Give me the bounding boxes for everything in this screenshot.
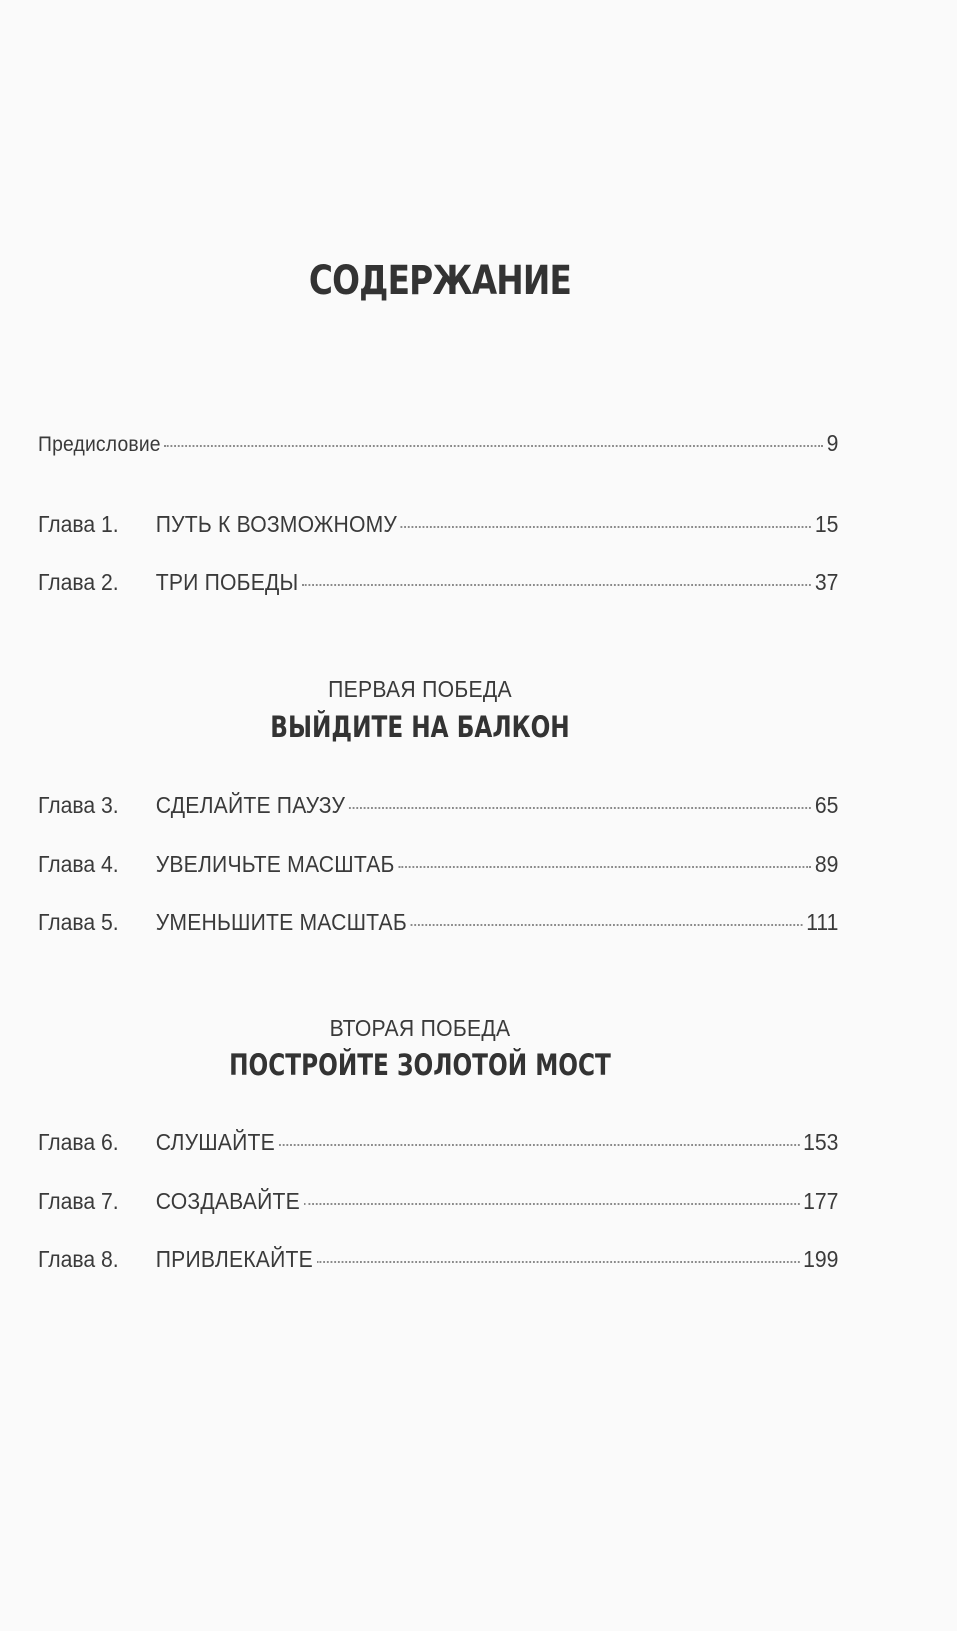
toc-entry-title: Предисловие [38, 433, 161, 456]
toc-page-number: 177 [803, 1188, 839, 1214]
chapter-title: УВЕЛИЧЬТЕ МАСШТАБ [155, 851, 395, 877]
chapter-title: СДЕЛАЙТЕ ПАУЗУ [155, 792, 346, 818]
dot-leader [302, 584, 811, 586]
dot-leader [349, 807, 811, 809]
toc-entry[interactable] [38, 792, 838, 819]
toc-page-number: 9 [826, 430, 839, 456]
dot-leader [317, 1261, 800, 1263]
toc-entry[interactable] [38, 511, 838, 538]
chapter-title: СОЗДАВАЙТЕ [155, 1188, 300, 1214]
chapter-number: Глава 4. [38, 851, 119, 877]
part-title: ВЫЙДИТЕ НА БАЛКОН [270, 710, 570, 744]
chapter-number: Глава 5. [38, 909, 119, 935]
dot-leader [279, 1144, 800, 1146]
chapter-title: ПРИВЛЕКАЙТЕ [155, 1246, 313, 1272]
dot-leader [411, 924, 803, 926]
dot-leader [401, 526, 811, 528]
toc-page-number: 153 [803, 1129, 839, 1155]
toc-page-number: 65 [814, 792, 839, 818]
toc-entry[interactable] [38, 1188, 838, 1215]
toc-page-number: 89 [814, 851, 839, 877]
chapter-number: Глава 6. [38, 1129, 119, 1155]
toc-entry[interactable] [38, 909, 838, 936]
page-title: СОДЕРЖАНИЕ [308, 258, 572, 304]
toc-entry[interactable] [38, 1129, 838, 1156]
chapter-title: ТРИ ПОБЕДЫ [155, 569, 299, 595]
chapter-number: Глава 2. [38, 569, 119, 595]
chapter-title: ПУТЬ К ВОЗМОЖНОМУ [155, 511, 398, 537]
chapter-number: Глава 1. [38, 511, 119, 537]
toc-page-number: 111 [806, 909, 839, 935]
part-kicker: ПЕРВАЯ ПОБЕДА [328, 676, 512, 702]
part-title: ПОСТРОЙТЕ ЗОЛОТОЙ МОСТ [229, 1048, 611, 1082]
toc-entry[interactable] [38, 569, 838, 596]
toc-page-number: 199 [803, 1246, 839, 1272]
part-kicker: ВТОРАЯ ПОБЕДА [329, 1015, 511, 1041]
chapter-number: Глава 8. [38, 1246, 119, 1272]
toc-entry[interactable] [38, 851, 838, 878]
chapter-title: СЛУШАЙТЕ [155, 1129, 275, 1155]
dot-leader [304, 1203, 800, 1205]
toc-entry[interactable] [38, 1246, 838, 1273]
chapter-number: Глава 7. [38, 1188, 119, 1214]
chapter-title: УМЕНЬШИТЕ МАСШТАБ [155, 909, 407, 935]
dot-leader [164, 445, 823, 447]
toc-entry-preface[interactable] [38, 430, 838, 457]
toc-page-number: 37 [814, 569, 839, 595]
toc-page-number: 15 [814, 511, 839, 537]
dot-leader [398, 866, 811, 868]
chapter-number: Глава 3. [38, 792, 119, 818]
